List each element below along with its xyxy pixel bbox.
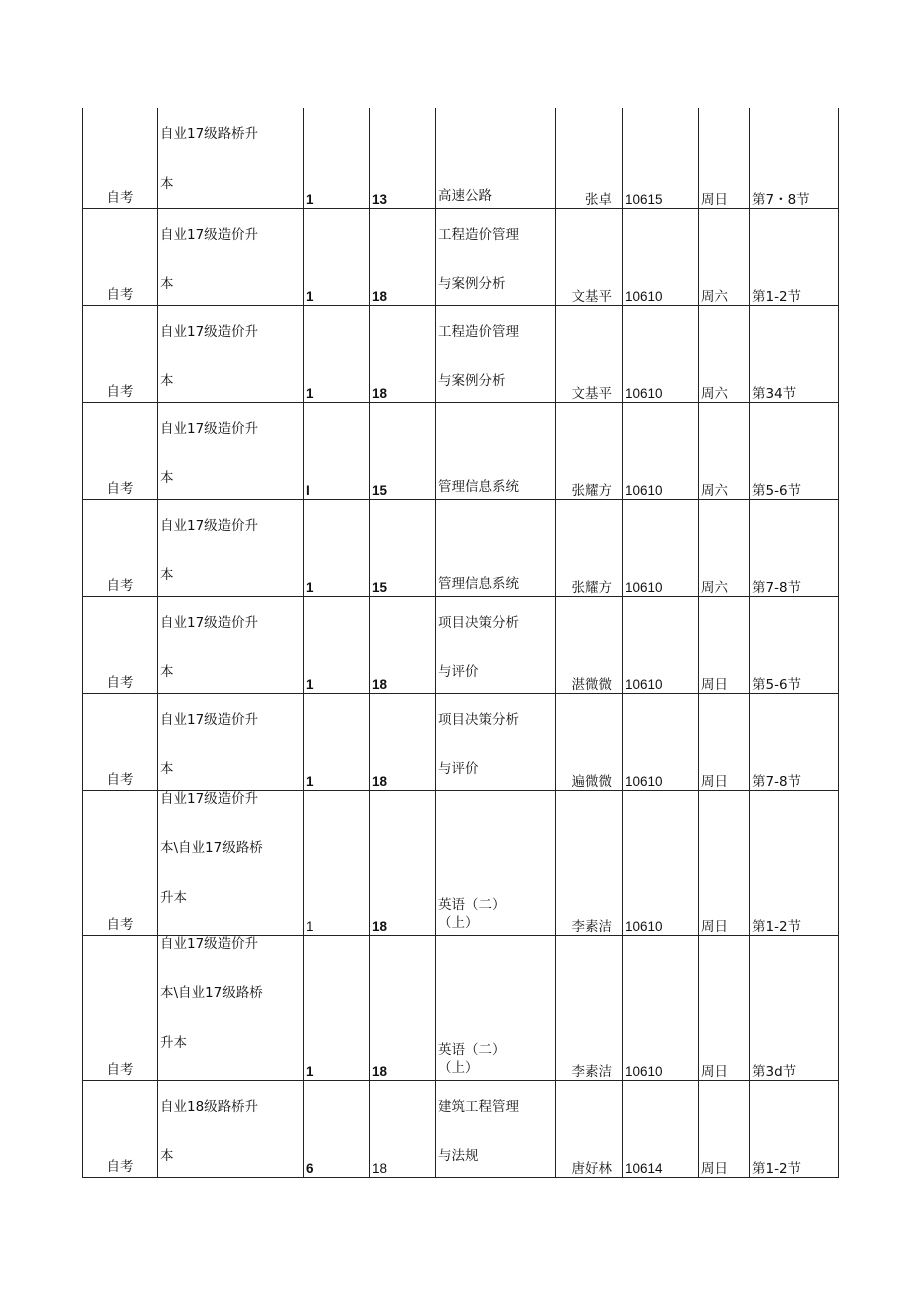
exam-type-cell: 自考	[83, 790, 158, 935]
course-cell	[436, 208, 556, 305]
class-name-cell	[158, 1080, 304, 1177]
room-cell: 10615	[623, 108, 699, 208]
schedule-table	[82, 108, 839, 1178]
class-name-line: 本	[160, 373, 174, 389]
weekday-cell: 周六	[699, 499, 750, 596]
weekday-cell: 周日	[699, 108, 750, 208]
exam-type-cell: 自考	[83, 208, 158, 305]
course-cell	[436, 305, 556, 402]
teacher-cell: 李素洁	[556, 935, 623, 1080]
room-cell: 10610	[623, 693, 699, 790]
class-name-line: 自业17级造价升	[160, 711, 259, 728]
class-name-cell	[158, 108, 304, 208]
count-cell: 1	[304, 208, 370, 305]
table-row	[83, 305, 839, 402]
weekday-cell: 周日	[699, 1080, 750, 1177]
course-name-line: 与法规	[438, 1148, 479, 1164]
class-name-line: 本	[160, 664, 174, 680]
exam-type-cell: 自考	[83, 693, 158, 790]
course-name-line: 与评价	[438, 761, 479, 777]
teacher-cell: 李素洁	[556, 790, 623, 935]
exam-type-cell: 自考	[83, 499, 158, 596]
course-cell	[436, 935, 556, 1080]
weekday-cell: 周日	[699, 596, 750, 693]
room-cell: 10610	[623, 499, 699, 596]
period-cell: 第5-6节	[750, 402, 839, 499]
course-name-line: 高速公路	[438, 188, 492, 204]
course-cell	[436, 402, 556, 499]
teacher-cell: 文基平	[556, 305, 623, 402]
course-cell	[436, 1080, 556, 1177]
table-row	[83, 208, 839, 305]
room-cell: 10610	[623, 305, 699, 402]
class-name-line: 本	[160, 1148, 174, 1164]
count-cell: 1	[304, 935, 370, 1080]
course-cell	[436, 596, 556, 693]
course-name-line: 管理信息系统	[438, 479, 519, 495]
course-name-line: 项目决策分析	[438, 711, 519, 728]
class-name-cell	[158, 305, 304, 402]
course-name-line: 工程造价管理	[438, 323, 519, 340]
class-name-line: 本	[160, 276, 174, 292]
table-row	[83, 1080, 839, 1177]
course-name-line: 与案例分析	[438, 276, 506, 292]
count-cell: 1	[304, 499, 370, 596]
weeks-cell: 18	[370, 596, 436, 693]
exam-type-cell: 自考	[83, 1080, 158, 1177]
course-name-line: 英语（二）	[438, 1041, 506, 1058]
room-cell: 10610	[623, 208, 699, 305]
count-cell: 1	[304, 693, 370, 790]
table-row	[83, 596, 839, 693]
course-name-line: 与评价	[438, 664, 479, 680]
weeks-cell: 18	[370, 935, 436, 1080]
count-cell: I	[304, 402, 370, 499]
class-name-line: 本	[160, 175, 174, 192]
weekday-cell: 周日	[699, 790, 750, 935]
period-cell: 第1-2节	[750, 790, 839, 935]
course-name-line: （上）	[438, 1060, 479, 1076]
period-cell: 第7-8节	[750, 499, 839, 596]
table-row	[83, 402, 839, 499]
class-name-line: 升本	[160, 1034, 187, 1051]
class-name-cell	[158, 935, 304, 1080]
course-name-line: 工程造价管理	[438, 226, 519, 243]
period-cell: 第5-6节	[750, 596, 839, 693]
period-cell: 第1-2节	[750, 1080, 839, 1177]
class-name-line: 自业17级造价升	[160, 517, 259, 534]
weeks-cell: 18	[370, 693, 436, 790]
weekday-cell: 周六	[699, 208, 750, 305]
weeks-cell: 18	[370, 305, 436, 402]
weeks-cell: 18	[370, 1080, 436, 1177]
class-name-line: 自业17级造价升	[160, 614, 259, 631]
class-name-line: 自业17级路桥升	[160, 126, 259, 142]
period-cell: 第34节	[750, 305, 839, 402]
period-cell: 第3d节	[750, 935, 839, 1080]
course-name-line: 英语（二）	[438, 896, 506, 913]
weeks-cell: 18	[370, 790, 436, 935]
weeks-cell: 15	[370, 499, 436, 596]
room-cell: 10610	[623, 596, 699, 693]
exam-type-cell: 自考	[83, 402, 158, 499]
class-name-line: 本	[160, 470, 174, 486]
course-cell	[436, 790, 556, 935]
class-name-cell	[158, 790, 304, 935]
weekday-cell: 周日	[699, 935, 750, 1080]
exam-type-cell: 自考	[83, 305, 158, 402]
exam-type-cell: 自考	[83, 935, 158, 1080]
exam-type-cell: 自考	[83, 596, 158, 693]
weeks-cell: 15	[370, 402, 436, 499]
class-name-line: 自业17级造价升	[160, 935, 259, 952]
class-name-line: 本	[160, 567, 174, 583]
table-row	[83, 935, 839, 1080]
class-name-line: 本	[160, 761, 174, 777]
room-cell: 10610	[623, 402, 699, 499]
class-name-line: 本\自业17级路桥	[160, 840, 263, 856]
class-name-line: 本\自业17级路桥	[160, 985, 263, 1001]
class-name-line: 自业17级造价升	[160, 790, 259, 807]
table-row	[83, 108, 839, 208]
class-name-line: 升本	[160, 889, 187, 906]
exam-type-cell: 自考	[83, 108, 158, 208]
period-cell: 第1-2节	[750, 208, 839, 305]
teacher-cell: 湛微微	[556, 596, 623, 693]
table-row	[83, 693, 839, 790]
course-name-line: 与案例分析	[438, 373, 506, 389]
weeks-cell: 13	[370, 108, 436, 208]
count-cell: 1	[304, 108, 370, 208]
teacher-cell: 张耀方	[556, 402, 623, 499]
course-cell	[436, 499, 556, 596]
class-name-cell	[158, 596, 304, 693]
count-cell: 1	[304, 790, 370, 935]
room-cell: 10610	[623, 935, 699, 1080]
course-name-line: 项目决策分析	[438, 614, 519, 631]
teacher-cell: 遍微微	[556, 693, 623, 790]
class-name-line: 自业18级路桥升	[160, 1098, 259, 1115]
period-cell: 第7-8节	[750, 693, 839, 790]
weekday-cell: 周日	[699, 693, 750, 790]
count-cell: 6	[304, 1080, 370, 1177]
room-cell: 10614	[623, 1080, 699, 1177]
teacher-cell: 张卓	[556, 108, 623, 208]
weekday-cell: 周六	[699, 305, 750, 402]
class-name-cell	[158, 208, 304, 305]
count-cell: 1	[304, 596, 370, 693]
teacher-cell: 文基平	[556, 208, 623, 305]
weeks-cell: 18	[370, 208, 436, 305]
teacher-cell: 张耀方	[556, 499, 623, 596]
course-name-line: 管理信息系统	[438, 576, 519, 592]
count-cell: 1	[304, 305, 370, 402]
course-name-line: （上）	[438, 915, 479, 931]
class-name-cell	[158, 499, 304, 596]
course-name-line: 建筑工程管理	[438, 1098, 519, 1115]
table-row	[83, 790, 839, 935]
class-name-cell	[158, 402, 304, 499]
teacher-cell: 唐好林	[556, 1080, 623, 1177]
course-cell	[436, 108, 556, 208]
course-cell	[436, 693, 556, 790]
class-name-line: 自业17级造价升	[160, 226, 259, 243]
room-cell: 10610	[623, 790, 699, 935]
table-row	[83, 499, 839, 596]
class-name-line: 自业17级造价升	[160, 323, 259, 340]
class-name-line: 自业17级造价升	[160, 420, 259, 437]
period-cell: 第7・8节	[750, 108, 839, 208]
class-name-cell	[158, 693, 304, 790]
weekday-cell: 周六	[699, 402, 750, 499]
